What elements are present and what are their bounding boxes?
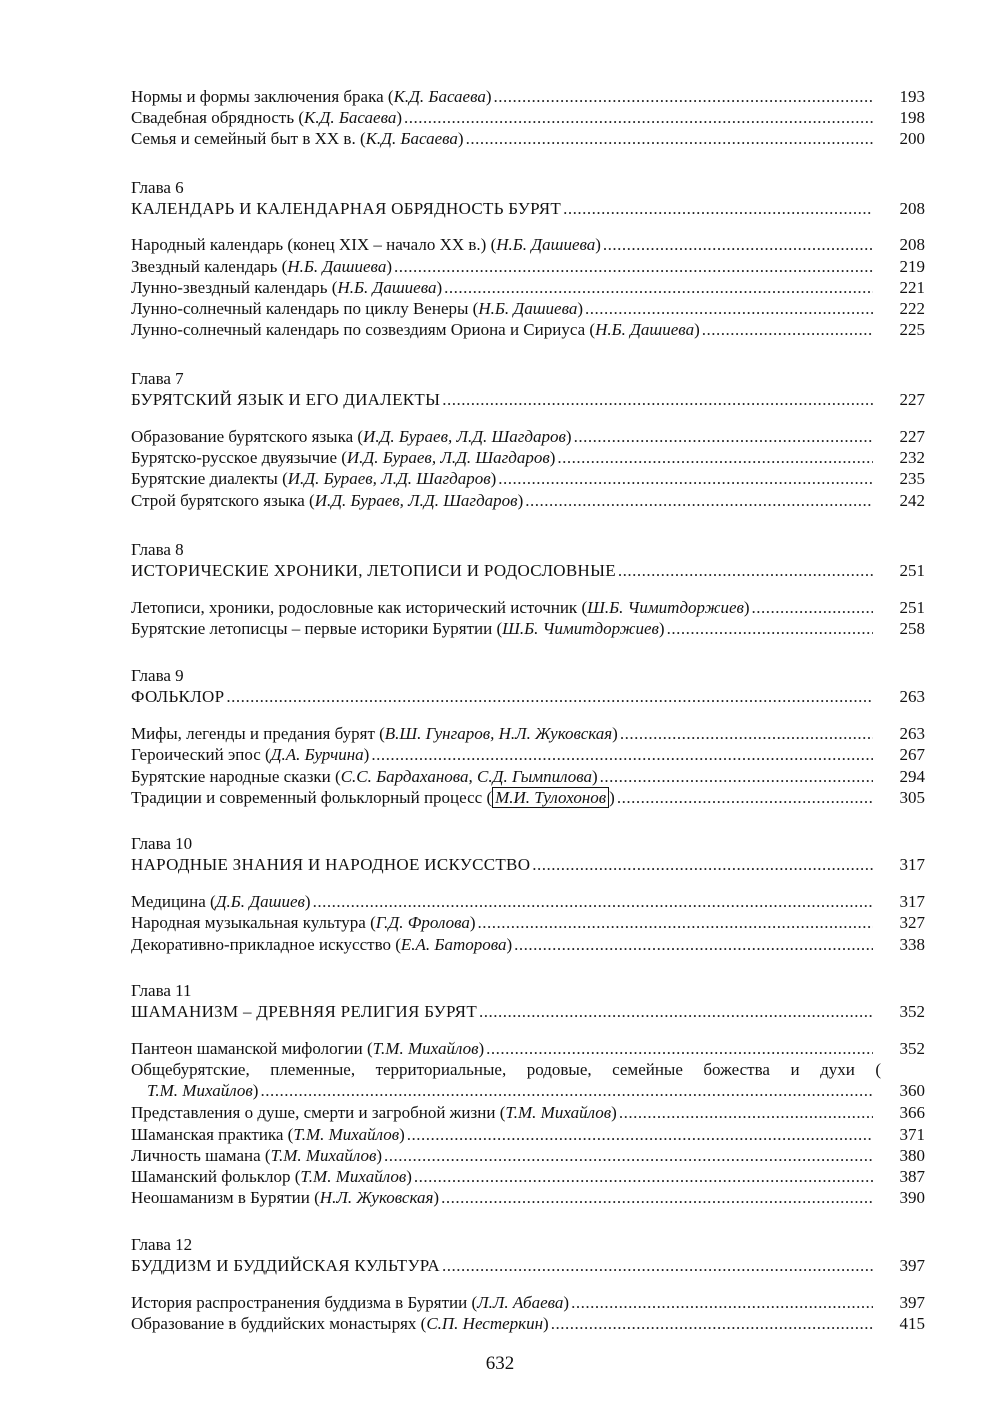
author: Т.М. Михайлов xyxy=(270,1146,377,1165)
page-ref: 317 xyxy=(899,855,925,874)
page-ref: 263 xyxy=(899,724,925,743)
author: Л.Л. Абаева xyxy=(477,1293,564,1312)
toc-entry: Образование в буддийских монастырях (С.П. Нестеркин) ..... 415 xyxy=(131,1313,925,1334)
page-ref: 258 xyxy=(899,619,925,638)
author: С.П. Нестеркин xyxy=(426,1314,544,1333)
page-ref: 208 xyxy=(899,199,925,218)
page-number: 632 xyxy=(485,1353,515,1374)
page-ref: 222 xyxy=(899,299,925,318)
toc-entry: Личность шамана (Т.М. Михайлов) ..... 380 xyxy=(131,1145,925,1166)
author: Д.А. Бурчина xyxy=(270,745,364,764)
toc-entry: Звездный календарь (Н.Б. Дашиева) ..... 219 xyxy=(131,256,925,277)
author: И.Д. Бураев, Л.Д. Шагдаров xyxy=(287,469,491,488)
page-ref: 294 xyxy=(899,767,925,786)
page-ref: 251 xyxy=(899,561,925,580)
author: Н.Б. Дашиева xyxy=(595,320,695,339)
toc-entry: Бурятские диалекты (И.Д. Бураев, Л.Д. Шагдаров) ..... 235 xyxy=(131,468,925,489)
page-ref: 221 xyxy=(899,278,925,297)
page-ref: 397 xyxy=(899,1256,925,1275)
page-ref: 193 xyxy=(899,87,925,106)
page-ref: 219 xyxy=(899,257,925,276)
boxed-author: М.И. Тулохонов xyxy=(492,787,609,808)
author: Ш.Б. Чимитдоржиев xyxy=(587,598,744,617)
toc-entry: Героический эпос (Д.А. Бурчина) ..... 267 xyxy=(131,744,925,765)
toc-entry-wrapped: Общебурятские, племенные, территориальные, родовые, семейные божества и духи ( Т.М. Михайлов) ..... 360 xyxy=(131,1059,925,1101)
page-ref: 352 xyxy=(899,1002,925,1021)
author: Н.Б. Дашиева xyxy=(337,278,437,297)
chapter-label: Глава 10 xyxy=(131,834,193,853)
page-ref: 267 xyxy=(899,745,925,764)
toc-entry: Бурятские летописцы – первые историки Бурятии (Ш.Б. Чимитдоржиев) ..... 258 xyxy=(131,618,925,639)
page-ref: 327 xyxy=(899,913,925,932)
author: К.Д. Басаева xyxy=(393,87,486,106)
toc-entry: Лунно-солнечный календарь по циклу Венеры (Н.Б. Дашиева) ..... 222 xyxy=(131,298,925,319)
chapter-label: Глава 12 xyxy=(131,1235,193,1254)
toc-entry: Народная музыкальная культура (Г.Д. Фролова) ..... 327 xyxy=(131,912,925,933)
toc-entry: Мифы, легенды и предания бурят (В.Ш. Гунгаров, Н.Л. Жуковская) ..... 263 xyxy=(131,723,925,744)
page-ref: 360 xyxy=(899,1081,925,1100)
chapter-label: Глава 11 xyxy=(131,981,192,1000)
toc-entry: Традиции и современный фольклорный процесс ( М.И. Тулохонов ) ..... 305 xyxy=(131,787,925,808)
author: И.Д. Бураев, Л.Д. Шагдаров xyxy=(346,448,550,467)
author: Т.М. Михайлов xyxy=(300,1167,407,1186)
page-ref: 390 xyxy=(899,1188,925,1207)
toc-entry: Медицина (Д.Б. Дашиев) ..... 317 xyxy=(131,891,925,912)
chapter-label: Глава 9 xyxy=(131,666,184,685)
author: К.Д. Басаева xyxy=(304,108,397,127)
page-ref: 235 xyxy=(899,469,925,488)
page-ref: 263 xyxy=(899,687,925,706)
toc-entry: Бурятские народные сказки (С.С. Бардаханова, С.Д. Гымпилова) ..... 294 xyxy=(131,766,925,787)
page-ref: 242 xyxy=(899,491,925,510)
toc-entry: Образование бурятского языка (И.Д. Бураев, Л.Д. Шагдаров) ..... 227 xyxy=(131,426,925,447)
author: Н.Б. Дашиева xyxy=(287,257,387,276)
toc-entry: Свадебная обрядность (К.Д. Басаева) ..... 198 xyxy=(131,107,925,128)
chapter-title: КАЛЕНДАРЬ И КАЛЕНДАРНАЯ ОБРЯДНОСТЬ БУРЯТ ..... 208 xyxy=(131,198,925,219)
page-ref: 198 xyxy=(899,108,925,127)
page-ref: 200 xyxy=(899,129,925,148)
toc-entry: Шаманская практика (Т.М. Михайлов) ..... 371 xyxy=(131,1124,925,1145)
author: К.Д. Басаева xyxy=(365,129,458,148)
page-ref: 305 xyxy=(899,788,925,807)
page-ref: 208 xyxy=(899,235,925,254)
toc-entry: Бурятско-русское двуязычие (И.Д. Бураев, Л.Д. Шагдаров) ..... 232 xyxy=(131,447,925,468)
chapter-title: БУРЯТСКИЙ ЯЗЫК И ЕГО ДИАЛЕКТЫ ..... 227 xyxy=(131,389,925,410)
toc-entry: Шаманский фольклор (Т.М. Михайлов) ..... 387 xyxy=(131,1166,925,1187)
author: И.Д. Бураев, Л.Д. Шагдаров xyxy=(314,491,518,510)
author: Д.Б. Дашиев xyxy=(215,892,305,911)
author: Т.М. Михайлов xyxy=(293,1125,400,1144)
author: Т.М. Михайлов xyxy=(505,1103,612,1122)
toc-entry: Народный календарь (конец XIX – начало XX в.) (Н.Б. Дашиева) ..... 208 xyxy=(131,234,925,255)
toc-entry: История распространения буддизма в Бурятии (Л.Л. Абаева) ..... 397 xyxy=(131,1292,925,1313)
toc-entry: Представления о душе, смерти и загробной жизни (Т.М. Михайлов) ..... 366 xyxy=(131,1102,925,1123)
page-ref: 366 xyxy=(899,1103,925,1122)
page-ref: 352 xyxy=(899,1039,925,1058)
toc-entry: Пантеон шаманской мифологии (Т.М. Михайлов) ..... 352 xyxy=(131,1038,925,1059)
page-ref: 225 xyxy=(899,320,925,339)
page-ref: 415 xyxy=(899,1314,925,1333)
page-ref: 371 xyxy=(899,1125,925,1144)
toc-entry: Нормы и формы заключения брака (К.Д. Басаева) ..... 193 xyxy=(131,86,925,107)
chapter-title: ИСТОРИЧЕСКИЕ ХРОНИКИ, ЛЕТОПИСИ И РОДОСЛОВНЫЕ ..... 251 xyxy=(131,560,925,581)
page-ref: 251 xyxy=(899,598,925,617)
toc-entry: Строй бурятского языка (И.Д. Бураев, Л.Д. Шагдаров) ..... 242 xyxy=(131,490,925,511)
author: Г.Д. Фролова xyxy=(375,913,470,932)
author: Н.Б. Дашиева xyxy=(496,235,596,254)
chapter-title: БУДДИЗМ И БУДДИЙСКАЯ КУЛЬТУРА ..... 397 xyxy=(131,1255,925,1276)
page-ref: 317 xyxy=(899,892,925,911)
toc-entry: Лунно-солнечный календарь по созвездиям Ориона и Сириуса (Н.Б. Дашиева) ..... 225 xyxy=(131,319,925,340)
chapter-label: Глава 8 xyxy=(131,540,184,559)
toc-entry: Неошаманизм в Бурятии (Н.Л. Жуковская) ..... 390 xyxy=(131,1187,925,1208)
page-ref: 227 xyxy=(899,390,925,409)
page-ref: 387 xyxy=(899,1167,925,1186)
author: Н.Л. Жуковская xyxy=(319,1188,434,1207)
author: И.Д. Бураев, Л.Д. Шагдаров xyxy=(363,427,566,446)
page-ref: 338 xyxy=(899,935,925,954)
author: Т.М. Михайлов xyxy=(372,1039,479,1058)
page-ref: 227 xyxy=(899,427,925,446)
author: С.С. Бардаханова, С.Д. Гымпилова xyxy=(340,767,592,786)
page-ref: 397 xyxy=(899,1293,925,1312)
chapter-title: ШАМАНИЗМ – ДРЕВНЯЯ РЕЛИГИЯ БУРЯТ ..... 352 xyxy=(131,1001,925,1022)
chapter-title: ФОЛЬКЛОР ..... 263 xyxy=(131,686,925,707)
chapter-title: НАРОДНЫЕ ЗНАНИЯ И НАРОДНОЕ ИСКУССТВО ..... 317 xyxy=(131,854,925,875)
author: Е.А. Баторова xyxy=(400,935,507,954)
page-ref: 232 xyxy=(899,448,925,467)
toc-entry: Декоративно-прикладное искусство (Е.А. Баторова) ..... 338 xyxy=(131,934,925,955)
toc-entry: Летописи, хроники, родословные как исторический источник (Ш.Б. Чимитдоржиев) ..... 251 xyxy=(131,597,925,618)
chapter-label: Глава 6 xyxy=(131,178,184,197)
toc-entry: Лунно-звездный календарь (Н.Б. Дашиева) ..... 221 xyxy=(131,277,925,298)
author: В.Ш. Гунгаров, Н.Л. Жуковская xyxy=(384,724,613,743)
chapter-label: Глава 7 xyxy=(131,369,184,388)
author: Т.М. Михайлов xyxy=(147,1081,253,1100)
author: Н.Б. Дашиева xyxy=(478,299,578,318)
toc-entry: Семья и семейный быт в XX в. (К.Д. Басаева) ..... 200 xyxy=(131,128,925,149)
author: Ш.Б. Чимитдоржиев xyxy=(502,619,659,638)
page-ref: 380 xyxy=(899,1146,925,1165)
